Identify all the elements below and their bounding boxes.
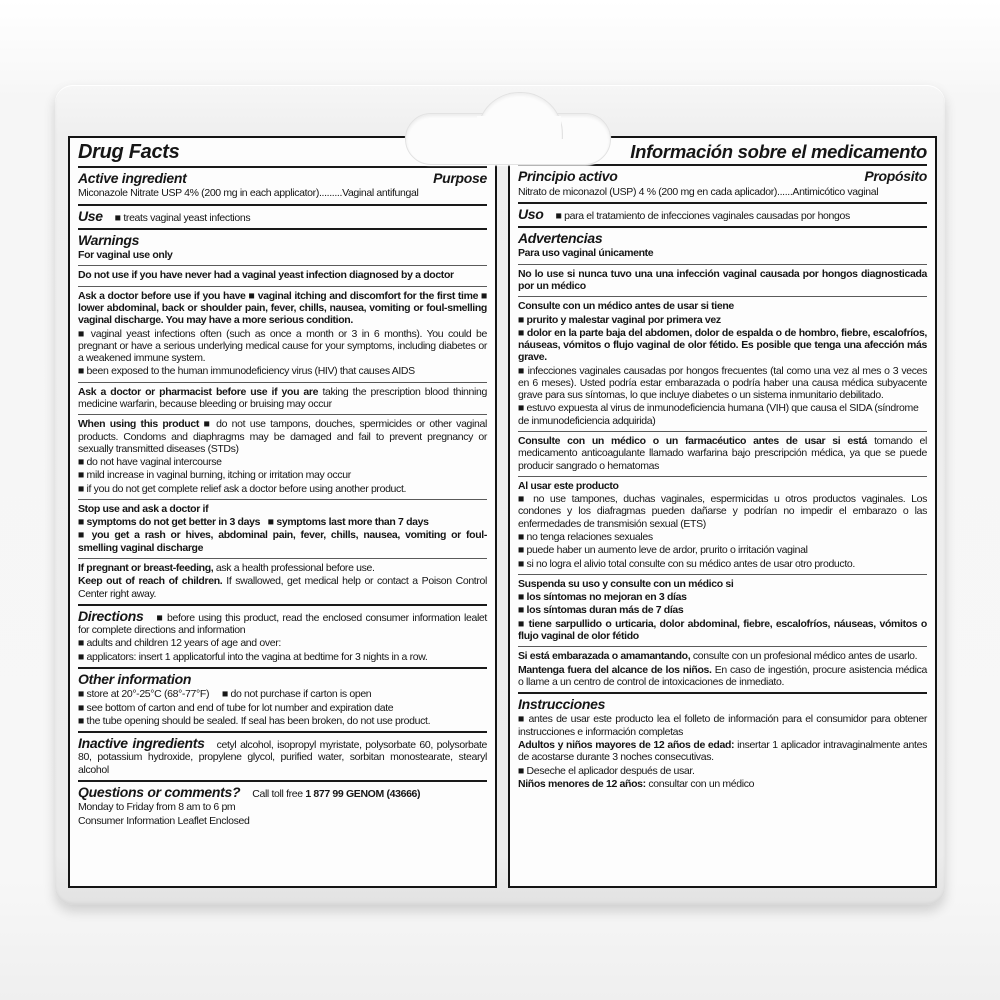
label-text: ■ mild increase in vaginal burning, itching or irritation may occur	[78, 469, 351, 482]
label-text: tomando el medicamento anticoagulante llamado warfarina bajo prescripción médica, ya que se puede producir sangrado o hematomas	[518, 435, 927, 472]
label-section	[78, 414, 487, 499]
label-row	[518, 206, 927, 222]
label-row	[518, 577, 927, 590]
label-row	[518, 402, 927, 428]
label-row	[78, 469, 487, 482]
label-text: ■ tiene sarpullido o urticaria, dolor abdominal, fiebre, escalofríos, náuseas, vómitos o flujo vaginal de olor fétido	[518, 617, 927, 642]
label-row	[518, 697, 927, 713]
section-heading: Questions or comments?	[78, 783, 241, 800]
label-section	[78, 204, 487, 228]
drug-facts-panel-english	[68, 136, 497, 888]
label-row	[518, 493, 927, 531]
hang-tab-fill	[477, 116, 561, 146]
label-text: Monday to Friday from 8 am to 6 pm	[78, 801, 236, 814]
label-text: Keep out of reach of children.	[78, 575, 227, 588]
label-section	[518, 431, 927, 476]
label-row	[78, 637, 487, 650]
label-row	[518, 663, 927, 689]
label-section	[78, 780, 487, 831]
label-row	[78, 672, 487, 688]
section-heading: Warnings	[78, 231, 140, 248]
label-row	[518, 247, 927, 260]
section-heading: Use	[78, 207, 103, 224]
label-text: 1 877 99 GENOM (43666)	[305, 787, 421, 800]
label-text: ■ see bottom of carton and end of tube for lot number and expiration date	[78, 701, 394, 714]
label-text: Nitrato de miconazol (USP) 4 % (200 mg en cada aplicador)......Antimicótico vaginal	[518, 185, 879, 198]
section-heading: Instrucciones	[518, 696, 606, 713]
label-row	[78, 269, 487, 282]
label-text: If swallowed, get medical help or contact a Poison Control Center right away.	[78, 575, 487, 600]
label-text: Al usar este producto	[518, 479, 619, 492]
label-text: Consumer Information Leaflet Enclosed	[78, 814, 250, 827]
label-section	[78, 558, 487, 604]
label-text: Niños menores de 12 años:	[518, 777, 649, 790]
section-heading: Purpose	[433, 170, 487, 186]
label-row	[78, 482, 487, 495]
label-text: ■ los síntomas no mejoran en 3 días	[518, 591, 687, 604]
label-section	[78, 667, 487, 731]
label-text: ■ been exposed to the human immunodeficiency virus (HIV) that causes AIDS	[78, 365, 415, 378]
label-row	[78, 385, 487, 411]
label-text: Mantenga fuera del alcance de los niños.	[518, 663, 715, 676]
label-row	[78, 249, 487, 262]
label-row	[78, 736, 487, 777]
label-row	[518, 169, 927, 185]
label-text: taking the prescription blood thinning medicine warfarin, because bleeding or bruising may occur	[78, 385, 488, 410]
section-heading: Directions	[78, 607, 144, 624]
hang-tab-cutout	[405, 113, 611, 165]
label-text: ■ you get a rash or hives, abdominal pain, fever, chills, nausea, vomiting or foul-smelling vaginal discharge	[78, 529, 487, 554]
label-section	[78, 731, 487, 780]
label-row	[78, 365, 487, 378]
label-text: consulte con un profesional médico antes de usarlo.	[692, 650, 918, 663]
label-section	[78, 286, 487, 382]
label-row	[78, 562, 487, 575]
label-text: No lo use si nunca tuvo una una infección vaginal causada por hongos diagnosticada por un médico	[518, 267, 927, 292]
label-text: ■ do not have vaginal intercourse	[78, 456, 222, 469]
label-row	[518, 326, 927, 364]
panel-title-spanish: Información sobre el medicamento	[630, 141, 927, 162]
drug-facts-panel-spanish	[508, 136, 937, 888]
drug-facts-sections-english	[78, 166, 487, 831]
label-section	[78, 382, 487, 415]
label-row	[518, 764, 927, 777]
label-section	[78, 604, 487, 667]
label-text: En caso de ingestión, procure asistencia médica o llame a un centro de control de intoxicaciones de inmediato.	[518, 663, 927, 688]
label-section	[518, 646, 927, 692]
label-section	[78, 265, 487, 285]
row-left	[518, 169, 617, 184]
label-text: When using this product	[78, 418, 204, 431]
label-section	[518, 692, 927, 794]
label-row	[518, 300, 927, 313]
label-row	[78, 575, 487, 601]
label-row	[78, 516, 487, 529]
label-row	[78, 801, 487, 814]
label-text: cetyl alcohol, isopropyl myristate, polysorbate 60, polysorbate 80, potassium hydroxide, propylene glycol, purified water, sorbitan monostearate, stearyl alcohol	[78, 739, 488, 776]
label-text: ■ puede haber un aumento leve de ardor, prurito o irritación vaginal	[518, 544, 808, 557]
label-section	[78, 499, 487, 558]
label-row	[518, 267, 927, 293]
section-heading: Advertencias	[518, 230, 603, 247]
label-text: ■ store at 20°-25°C (68°-77°F) ■ do not purchase if carton is open	[78, 688, 372, 701]
label-text: Do not use if you have never had a vaginal yeast infection diagnosed by a doctor	[78, 269, 454, 282]
label-text: Ask a doctor before use if you have ■ vaginal itching and discomfort for the first time ■ lower abdominal, back or shoulder pain, fever, chills, nausea, vomiting or foul-smelling vaginal discharge. You may have a more serious condition.	[78, 289, 487, 327]
label-section	[518, 476, 927, 574]
label-text: ■ Deseche el aplicador después de usar.	[518, 764, 695, 777]
label-row	[78, 784, 487, 800]
label-text: ■ symptoms do not get better in 3 days ■ symptoms last more than 7 days	[78, 516, 429, 529]
label-section	[78, 166, 487, 204]
label-section	[518, 574, 927, 646]
label-text: Miconazole Nitrate USP 4% (200 mg in each applicator).........Vaginal antifungal	[78, 187, 419, 200]
label-text: ask a health professional before use.	[215, 562, 375, 575]
drug-facts-sections-spanish	[518, 164, 927, 794]
label-text: ■ do not use tampons, douches, spermicides or other vaginal products. Condoms and diaphragms may be damaged and fail to prevent pregnancy or sexually transmitted diseases (STDs)	[78, 418, 487, 455]
label-row	[78, 456, 487, 469]
label-row	[518, 231, 927, 247]
label-text: ■ if you do not get complete relief ask a doctor before using another product.	[78, 482, 407, 495]
label-row	[518, 185, 927, 198]
label-section	[78, 228, 487, 266]
label-text: ■ para el tratamiento de infecciones vaginales causadas por hongos	[555, 209, 850, 222]
label-text: Si está embarazada o amamantando,	[518, 650, 693, 663]
label-row	[78, 171, 487, 187]
label-row	[518, 738, 927, 764]
label-text: Consulte con un médico antes de usar si tiene	[518, 300, 734, 313]
label-text: ■ vaginal yeast infections often (such as once a month or 3 in 6 months). You could be pregnant or have a serious underlying medical cause for your symptoms, including diabetes or a weakened immune system.	[78, 327, 487, 365]
label-text: ■ estuvo expuesta al virus de inmunodeficiencia humana (VIH) que causa el SIDA (síndrome de inmunodeficiencia adquirida)	[518, 402, 919, 427]
label-section	[518, 164, 927, 202]
label-text: For vaginal use only	[78, 249, 173, 262]
label-row	[78, 289, 487, 327]
label-section	[518, 226, 927, 264]
label-text: ■ no tenga relaciones sexuales	[518, 531, 653, 544]
label-text: ■ si no logra el alivio total consulte con su médico antes de usar otro producto.	[518, 557, 855, 570]
row-left	[78, 171, 186, 186]
label-row	[518, 650, 927, 663]
label-section	[518, 202, 927, 226]
label-text: If pregnant or breast-feeding,	[78, 562, 216, 575]
label-row	[78, 187, 487, 200]
label-text: Call toll free	[252, 787, 306, 800]
label-row	[518, 435, 927, 473]
label-section	[518, 296, 927, 431]
label-row	[78, 232, 487, 248]
panel-title-english: Drug Facts	[78, 141, 180, 163]
label-row	[518, 364, 927, 402]
label-row	[518, 777, 927, 790]
label-row	[78, 814, 487, 827]
label-text: ■ adults and children 12 years of age and over:	[78, 637, 281, 650]
label-text: Ask a doctor or pharmacist before use if you are	[78, 385, 323, 398]
label-text: ■ the tube opening should be sealed. If seal has been broken, do not use product.	[78, 714, 431, 727]
label-row	[518, 531, 927, 544]
label-row	[78, 418, 487, 456]
label-text: Stop use and ask a doctor if	[78, 502, 209, 515]
label-row	[78, 650, 487, 663]
label-text: ■ before using this product, read the enclosed consumer information lealet for complete directions and information	[78, 611, 487, 637]
label-row	[78, 502, 487, 515]
section-heading: Uso	[518, 205, 544, 222]
label-row	[78, 208, 487, 224]
label-row	[518, 313, 927, 326]
label-row	[518, 713, 927, 739]
label-text: Para uso vaginal únicamente	[518, 247, 654, 260]
label-row	[518, 617, 927, 643]
section-heading: Principio activo	[518, 168, 618, 185]
label-text: ■ antes de usar este producto lea el folleto de información para el consumidor para obtener instrucciones e información completas	[518, 713, 927, 738]
label-row	[78, 529, 487, 555]
label-text: insertar 1 aplicador intravaginalmente antes de acostarse durante 3 noches consecutivas.	[518, 738, 927, 764]
label-row	[78, 714, 487, 727]
label-row	[78, 608, 487, 637]
label-row	[518, 557, 927, 570]
label-row	[518, 544, 927, 557]
label-section	[518, 264, 927, 297]
section-heading: Propósito	[864, 168, 927, 185]
label-row	[78, 327, 487, 365]
section-heading: Inactive ingredients	[78, 735, 205, 752]
label-row	[518, 479, 927, 492]
label-row	[518, 591, 927, 604]
label-text: Adultos y niños mayores de 12 años de edad:	[518, 738, 738, 751]
section-heading: Active ingredient	[78, 170, 187, 186]
label-row	[78, 688, 487, 701]
label-text: ■ los síntomas duran más de 7 días	[518, 604, 684, 617]
label-text: ■ no use tampones, duchas vaginales, espermicidas u otros productos vaginales. Los condones y los diafragmas pueden dañarse y podrían no impedir el embarazo o las enfermedades de transmisión sexual (ETS)	[518, 493, 927, 530]
label-text: ■ infecciones vaginales causadas por hongos frecuentes (tal como una vez al mes o 3 veces en 6 meses). Usted podría estar embarazada o podría haber una causa médica subyacente grave para sus síntomas, lo que incluye diabetes o un sistema inmunitario debilitado.	[518, 364, 927, 402]
label-text: ■ applicators: insert 1 applicatorful into the vagina at bedtime for 3 nights in a row.	[78, 650, 428, 663]
row-right	[864, 169, 927, 184]
section-heading: Other information	[78, 671, 192, 687]
label-text: consultar con un médico	[648, 777, 755, 790]
label-row	[78, 701, 487, 714]
label-text: ■ dolor en la parte baja del abdomen, dolor de espalda o de hombro, fiebre, escalofríos, náuseas, vómitos o flujo vaginal de olor fétido. Es posible que tenga una afección más grave.	[518, 326, 927, 364]
carton-back-panel	[55, 85, 945, 905]
label-row	[518, 604, 927, 617]
label-text: ■ treats vaginal yeast infections	[114, 211, 251, 224]
row-right	[433, 171, 487, 186]
label-text: Suspenda su uso y consulte con un médico si	[518, 577, 734, 590]
label-text: ■ prurito y malestar vaginal por primera vez	[518, 313, 721, 326]
label-text: Consulte con un médico o un farmacéutico antes de usar si está	[518, 435, 875, 448]
